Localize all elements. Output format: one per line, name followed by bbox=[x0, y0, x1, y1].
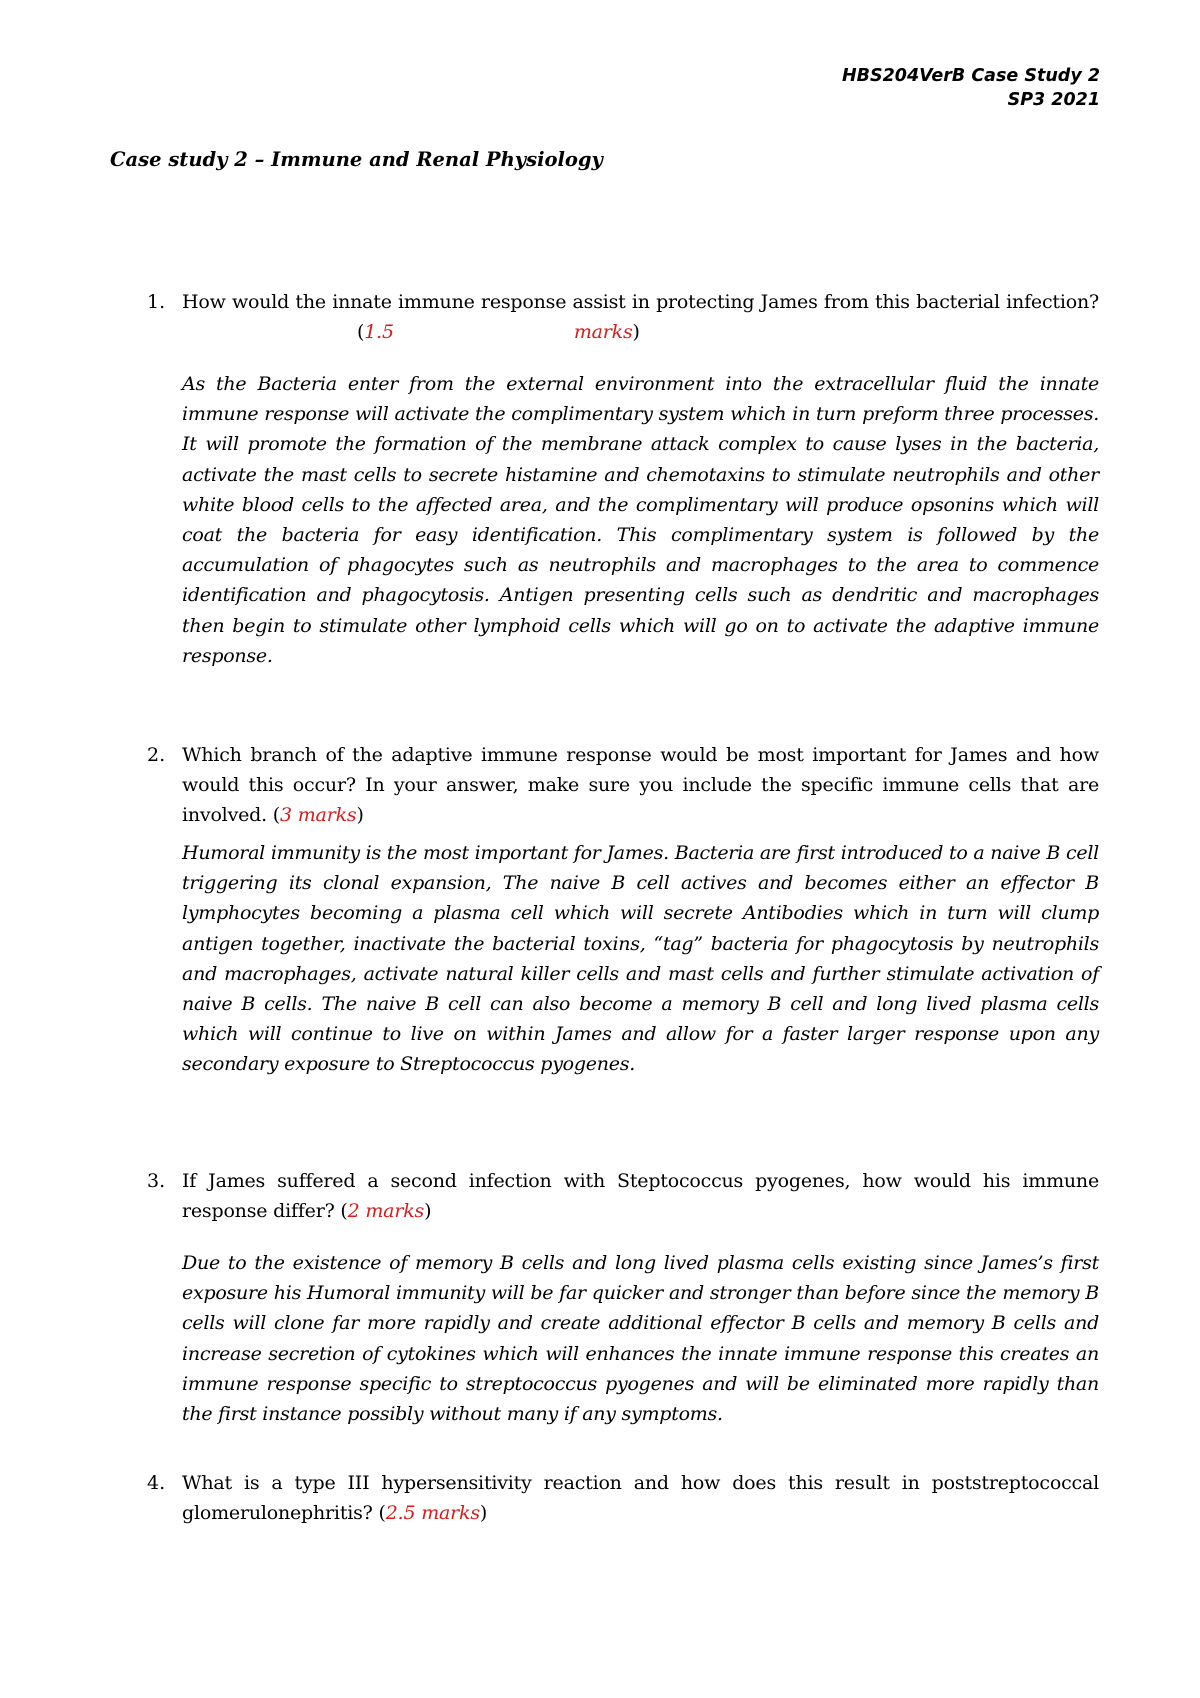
document-title: Case study 2 – Immune and Renal Physiology bbox=[110, 148, 603, 171]
marks-open: ( bbox=[378, 1502, 386, 1524]
course-label: HBS204VerB Case Study 2 bbox=[842, 66, 1100, 86]
marks-value: 2 marks bbox=[347, 1200, 425, 1222]
marks-close: ) bbox=[356, 804, 364, 826]
question-2 bbox=[147, 740, 1099, 1080]
question-text: Which branch of the adaptive immune response would be most important for James and how would this occur? In your answer, make sure you include the specific immune cells that are involved. (3 marks) bbox=[182, 744, 1099, 826]
question-text: How would the innate immune response assist in protecting James from this bacterial infection?(1.5 marks) bbox=[182, 291, 1099, 343]
answer-text: Due to the existence of memory B cells and long lived plasma cells existing since James’s first exposure his Humoral immunity will be far quicker and stronger than before since the memory B cells will clone far more rapidly and create additional effector B cells and memory B cells and increase secretion of cytokines which will enhances the innate immune response this creates an immune response specific to streptococcus pyogenes and will be eliminated more rapidly than the first instance possibly without many if any symptoms. bbox=[182, 1252, 1099, 1426]
question-number: 2. bbox=[147, 744, 166, 766]
question-number: 4. bbox=[147, 1472, 166, 1494]
marks-close: ) bbox=[424, 1200, 432, 1222]
marks-value: 1.5 bbox=[364, 321, 394, 343]
term-label: SP3 2021 bbox=[1007, 90, 1100, 110]
question-4 bbox=[147, 1468, 1099, 1528]
marks-open: ( bbox=[357, 321, 365, 343]
question-number: 1. bbox=[147, 291, 166, 313]
answer-text: As the Bacteria enter from the external environment into the extracellular fluid the innate immune response will activate the complimentary system which in turn preform three processes. It will promote the formation of the membrane attack complex to cause lyses in the bacteria, activate the mast cells to secrete histamine and chemotaxins to stimulate neutrophils and other white blood cells to the affected area, and the complimentary will produce opsonins which will coat the bacteria for easy identification. This complimentary system is followed by the accumulation of phagocytes such as neutrophils and macrophages to the area to commence identification and phagocytosis. Antigen presenting cells such as dendritic and macrophages then begin to stimulate other lymphoid cells which will go on to activate the adaptive immune response. bbox=[182, 373, 1099, 667]
page-header bbox=[842, 64, 1100, 112]
marks-close: ) bbox=[479, 1502, 488, 1524]
question-text: What is a type III hypersensitivity reaction and how does this result in poststreptococcal glomerulonephritis? (2.5 marks) bbox=[182, 1472, 1099, 1524]
answer-text: Humoral immunity is the most important for James. Bacteria are first introduced to a naive B cell triggering its clonal expansion, The naive B cell actives and becomes either an effector B lymphocytes becoming a plasma cell which will secrete Antibodies which in turn will clump antigen together, inactivate the bacterial toxins, “tag” bacteria for phagocytosis by neutrophils and macrophages, activate natural killer cells and mast cells and further stimulate activation of naive B cells. The naive B cell can also become a memory B cell and long lived plasma cells which will continue to live on within James and allow for a faster larger response upon any secondary exposure to Streptococcus pyogenes. bbox=[182, 842, 1099, 1076]
marks-value: 2.5 marks bbox=[385, 1502, 480, 1524]
marks-value: 3 marks bbox=[280, 804, 357, 826]
marks-close: ) bbox=[632, 321, 640, 343]
question-text: If James suffered a second infection with Steptococcus pyogenes, how would his immune response differ? (2 marks) bbox=[182, 1170, 1099, 1222]
question-3 bbox=[147, 1166, 1099, 1429]
marks-open: ( bbox=[272, 804, 281, 826]
question-1 bbox=[147, 287, 1099, 671]
marks-label: marks bbox=[573, 321, 633, 343]
marks-open: ( bbox=[340, 1200, 348, 1222]
question-number: 3. bbox=[147, 1170, 166, 1192]
